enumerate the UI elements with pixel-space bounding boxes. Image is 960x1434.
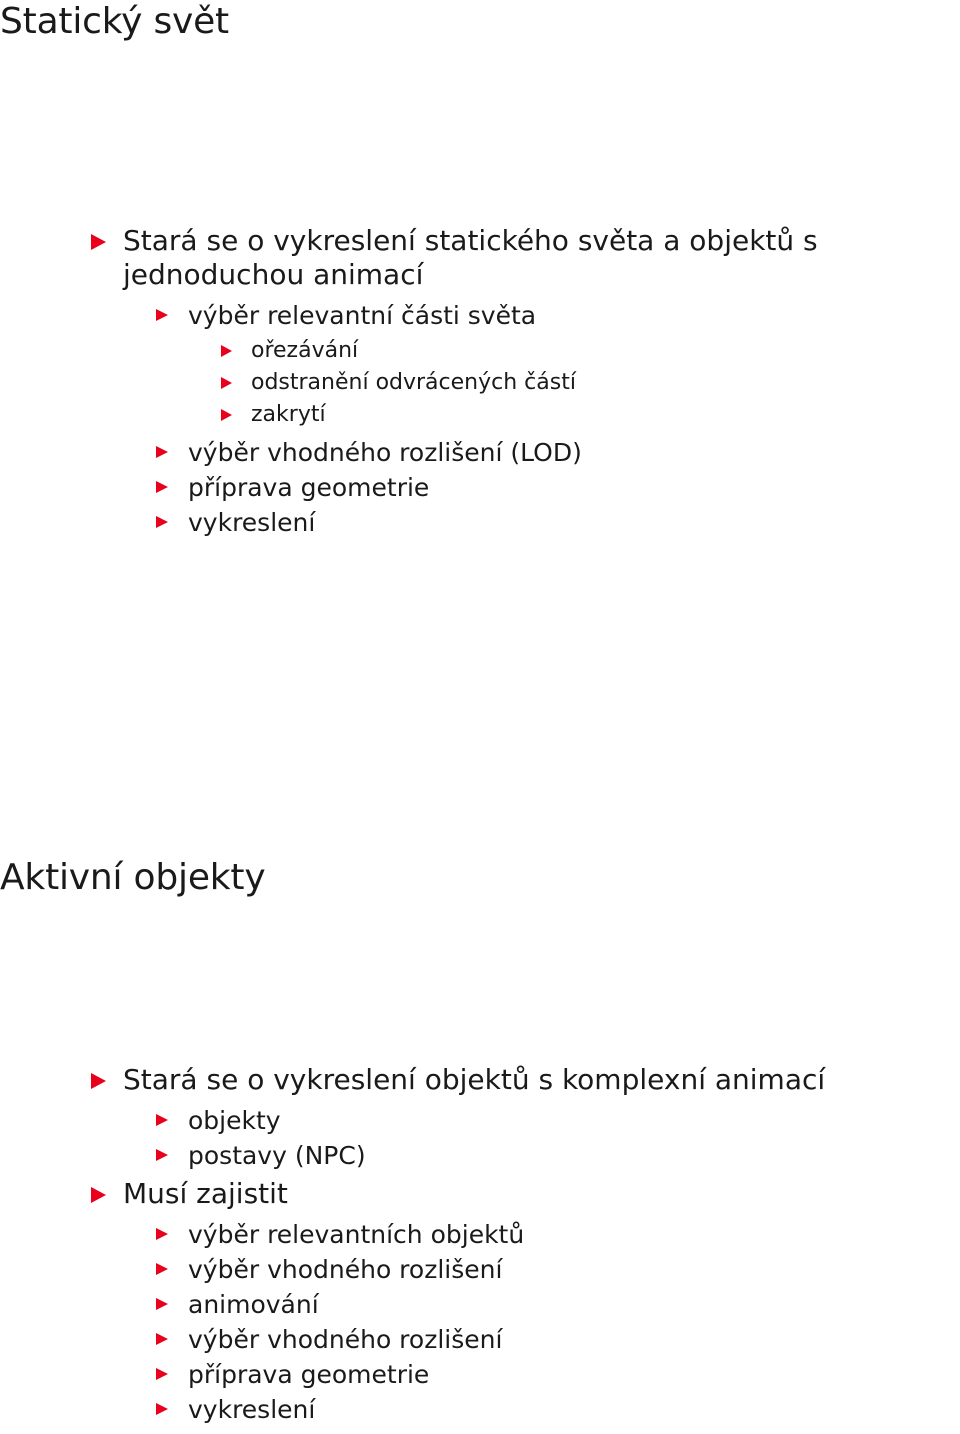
list-item: [0, 1357, 960, 1392]
triangle-bullet-icon: [156, 1403, 168, 1415]
triangle-bullet-icon: [91, 234, 106, 250]
bullet-sublist: [0, 298, 960, 540]
triangle-bullet-icon: [156, 1368, 168, 1380]
triangle-bullet-icon: [156, 446, 168, 458]
list-item: [0, 470, 960, 505]
list-item: [0, 1287, 960, 1322]
list-item-text: Stará se o vykreslení statického světa a objektů s jednoduchou animací: [123, 224, 818, 291]
list-item-text: objekty: [188, 1106, 281, 1135]
list-item-text: Stará se o vykreslení objektů s komplexní animací: [123, 1063, 826, 1096]
triangle-bullet-icon: [156, 481, 168, 493]
slide-title: Statický svět: [0, 1, 229, 42]
list-item-text: postavy (NPC): [188, 1141, 366, 1170]
slide-title: Aktivní objekty: [0, 857, 266, 898]
triangle-bullet-icon: [156, 1263, 168, 1275]
list-item-text: ořezávání: [251, 338, 359, 363]
triangle-bullet-icon: [156, 516, 168, 528]
list-item-text: příprava geometrie: [188, 473, 430, 502]
triangle-bullet-icon: [221, 377, 232, 389]
list-item: [0, 1392, 960, 1427]
list-item-text: zakrytí: [251, 402, 326, 427]
list-item: [0, 367, 960, 399]
bullet-sublist: [0, 1103, 960, 1173]
list-item: [0, 1177, 960, 1427]
triangle-bullet-icon: [221, 345, 232, 357]
list-item-text: příprava geometrie: [188, 1360, 430, 1389]
list-item-text: vykreslení: [188, 1395, 316, 1424]
list-item: [0, 1063, 960, 1173]
list-item: [0, 1322, 960, 1357]
list-item-text: výběr relevantních objektů: [188, 1220, 525, 1249]
list-item: [0, 1138, 960, 1173]
list-item-text: výběr vhodného rozlišení: [188, 1255, 503, 1284]
triangle-bullet-icon: [156, 1228, 168, 1240]
bullet-list: [0, 1063, 960, 1427]
bullet-list: [0, 224, 960, 540]
bullet-sublist: [0, 1217, 960, 1427]
list-item: [0, 1252, 960, 1287]
triangle-bullet-icon: [156, 309, 168, 321]
list-item-text: vykreslení: [188, 508, 316, 537]
triangle-bullet-icon: [156, 1333, 168, 1345]
list-item: [0, 335, 960, 367]
list-item: [0, 224, 960, 540]
list-item: [0, 435, 960, 470]
list-item-text: výběr vhodného rozlišení: [188, 1325, 503, 1354]
list-item-text: odstranění odvrácených částí: [251, 370, 576, 395]
triangle-bullet-icon: [91, 1187, 106, 1203]
list-item: [0, 1103, 960, 1138]
list-item: [0, 298, 960, 431]
list-item-text: Musí zajistit: [123, 1177, 288, 1210]
list-item: [0, 1217, 960, 1252]
triangle-bullet-icon: [91, 1073, 106, 1089]
triangle-bullet-icon: [156, 1149, 168, 1161]
list-item-text: výběr vhodného rozlišení (LOD): [188, 438, 582, 467]
list-item: [0, 505, 960, 540]
triangle-bullet-icon: [156, 1114, 168, 1126]
bullet-sublist: [0, 335, 960, 431]
list-item-text: výběr relevantní části světa: [188, 301, 537, 330]
list-item-text: animování: [188, 1290, 319, 1319]
list-item: [0, 399, 960, 431]
triangle-bullet-icon: [221, 409, 232, 421]
triangle-bullet-icon: [156, 1298, 168, 1310]
